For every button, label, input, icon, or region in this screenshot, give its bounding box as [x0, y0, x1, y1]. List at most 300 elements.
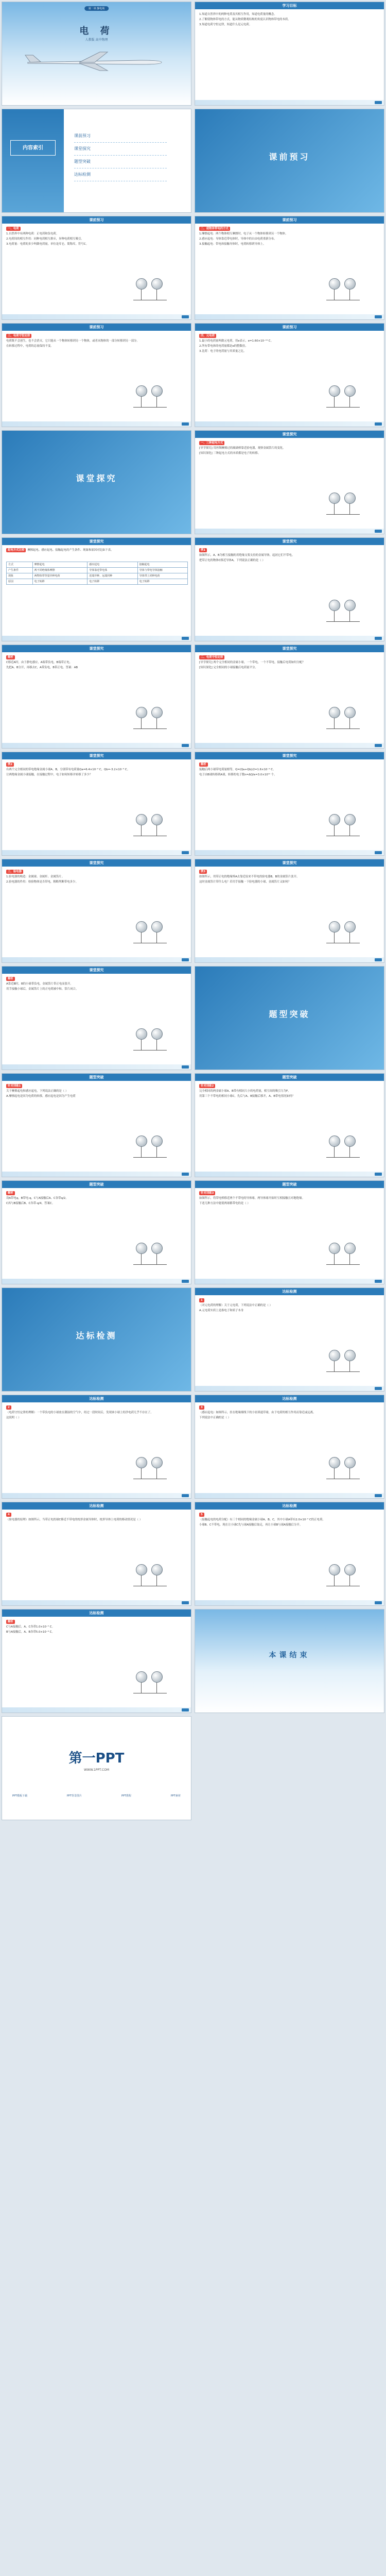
- slide-tag: 三、验电器: [6, 870, 23, 874]
- sphere-icon: [344, 1457, 356, 1468]
- slide-line: [199, 1191, 380, 1195]
- sphere-icon: [136, 1671, 147, 1683]
- sphere-icon: [344, 921, 356, 933]
- footer-mark-icon: [375, 958, 382, 961]
- slide-footer: [195, 1172, 384, 1177]
- footer-mark-icon: [182, 1065, 189, 1069]
- table-cell: 导体靠近带电体: [87, 568, 137, 573]
- slide-header: 课堂探究: [195, 645, 384, 652]
- sphere-icon: [329, 1350, 340, 1361]
- footer-mark-icon: [375, 744, 382, 747]
- slide-text: 1.摩擦起电：两个物体相互摩擦时，电子从一个物体转移到另一个物体。: [199, 232, 288, 235]
- table-row: [7, 568, 188, 573]
- table-cell: 电子转移: [87, 579, 137, 585]
- slide-header: 学习目标: [195, 2, 384, 9]
- apparatus-figure: [131, 809, 182, 840]
- slide-header: 达标检测: [195, 1288, 384, 1295]
- sphere-icon: [329, 1564, 340, 1575]
- slide-footer: [195, 314, 384, 319]
- slide-tag: 二、使物体带电的方式: [199, 227, 230, 231]
- table-cell: 产生条件: [7, 568, 33, 573]
- sphere-icon: [136, 1457, 147, 1468]
- section-background: [195, 967, 384, 1070]
- brand-link[interactable]: PPT模板下载: [12, 1794, 28, 1798]
- slide-tag: 2: [6, 1405, 11, 1410]
- slide-text: 有两个完全相同的带电绝缘金属小球A、B，分别带有电荷量Qa=6.4×10⁻⁹ C，Qb=-3.2×10⁻⁹ C。: [6, 768, 130, 771]
- slide-footer: [195, 529, 384, 534]
- sphere-icon: [329, 493, 340, 504]
- slide-footer: [2, 957, 191, 962]
- table-row: [7, 579, 188, 585]
- slide-text: 如图所示，用带正电的绝缘棒A去靠近原来不带电的验电器B，B的金属箔片张开。: [199, 875, 300, 878]
- stand-icon: [349, 504, 350, 514]
- content-slide: [195, 1395, 384, 1499]
- end-background: [195, 1609, 384, 1713]
- cover-subtitle: 人教版 高中物理: [85, 38, 108, 42]
- brand-link[interactable]: PPT教程: [121, 1794, 132, 1798]
- stand-icon: [141, 718, 142, 728]
- end-slide: [195, 1609, 384, 1713]
- stand-icon: [334, 718, 335, 728]
- slide-line: [199, 227, 380, 231]
- section-title: 课前预习: [269, 152, 310, 162]
- slide-text: 让两绝缘金属小球接触，在接触过程中，电子如何转移并转移了多少？: [6, 773, 93, 776]
- slide-header: 题型突破: [2, 1074, 191, 1081]
- slide-footer: [195, 1279, 384, 1284]
- cover-slide: [2, 2, 191, 106]
- section-background: [2, 431, 191, 534]
- slide-body: [199, 12, 380, 98]
- section-slide-explore: [2, 430, 191, 534]
- goal-line: 2.了解使物体带电的方式，能从物质微观结构的角度认识物体带电的本质。: [199, 18, 291, 21]
- slide-footer: [195, 100, 384, 105]
- slide-header: 达标检测: [195, 1395, 384, 1402]
- sphere-icon: [136, 1028, 147, 1040]
- footer-mark-icon: [375, 1601, 382, 1604]
- footer-mark-icon: [182, 1601, 189, 1604]
- sphere-icon: [151, 1243, 163, 1254]
- stand-icon: [156, 825, 157, 836]
- sphere-icon: [136, 278, 147, 290]
- footer-mark-icon: [375, 1387, 382, 1390]
- sphere-icon: [329, 814, 340, 825]
- brand-link[interactable]: PPT素材: [170, 1794, 181, 1798]
- stand-icon: [349, 1254, 350, 1264]
- slide-text: C移近A时，由于静电感应，A端带负电，B端带正电。: [6, 661, 73, 664]
- slide-header: 课前预习: [195, 324, 384, 331]
- slide-line: [6, 548, 187, 552]
- content-slide: [2, 1180, 191, 1284]
- slide-footer: [195, 1386, 384, 1391]
- content-slide: [195, 752, 384, 856]
- slide-text: 摩擦起电、感应起电、接触起电的产生条件、现象和原因对比如下表。: [27, 549, 114, 552]
- content-slide: [2, 752, 191, 856]
- slide-line: [199, 870, 380, 874]
- stand-icon: [156, 1468, 157, 1479]
- footer-mark-icon: [182, 1280, 189, 1283]
- slide-text: 用第三个不带电的相同小球C，先后与A、B接触后移开，A、B带电情况如何？: [199, 1095, 295, 1098]
- stand-icon: [156, 397, 157, 407]
- slide-text: B与A接触后，A、B各带5.0×10⁻⁶ C。: [6, 1631, 55, 1634]
- apparatus-figure: [324, 1452, 375, 1483]
- toc-item[interactable]: 题型突破: [74, 156, 167, 168]
- slide-text: 用手接触小球后，金属箔片上的正电荷被中和，箔片闭合。: [6, 988, 79, 991]
- stand-icon: [349, 397, 350, 407]
- content-slide: [195, 537, 384, 641]
- slide-text: 1.验电器的构造：金属球、金属杆、金属箔片。: [6, 875, 64, 878]
- table-header-cell: 方式: [7, 562, 33, 568]
- sphere-icon: [344, 814, 356, 825]
- slide-text: 电荷既不会创生，也不会消灭，它只能从一个物体转移到另一个物体，或者从物体的一部分转移到另一部分。: [6, 340, 139, 343]
- apparatus-figure: [131, 1452, 182, 1483]
- base-icon: [133, 407, 167, 408]
- slide-text: [导学探究] 用丝绸摩擦过的玻璃棒靠近验电器，观察金属箔片的变化。: [199, 447, 286, 450]
- stand-icon: [334, 1147, 335, 1157]
- sphere-icon: [151, 1671, 163, 1683]
- slide-line: [6, 227, 187, 231]
- toc-sidebar: [2, 109, 64, 212]
- content-slide: [195, 1073, 384, 1177]
- sphere-icon: [151, 1457, 163, 1468]
- slide-tag: 例2: [6, 762, 14, 767]
- apparatus-figure: [324, 1559, 375, 1590]
- content-slide: [195, 430, 384, 534]
- slide-header: 课堂探究: [195, 752, 384, 759]
- slide-header: 达标检测: [2, 1395, 191, 1402]
- sphere-icon: [151, 1564, 163, 1575]
- slide-text: C与A接触后，A、C各带1.0×10⁻⁵ C。: [6, 1625, 55, 1629]
- sphere-icon: [151, 1028, 163, 1040]
- content-slide: [2, 1502, 191, 1606]
- content-slide: [195, 216, 384, 320]
- slide-line: [199, 441, 380, 445]
- section-slide-preview: [195, 109, 384, 213]
- stand-icon: [334, 1468, 335, 1479]
- stand-icon: [156, 1040, 157, 1050]
- table-cell: 两不同绝缘体摩擦: [32, 568, 87, 573]
- footer-mark-icon: [182, 1494, 189, 1497]
- footer-mark-icon: [375, 1494, 382, 1497]
- slide-text: [知识深化] 完全相同的小球接触后电荷量平分。: [199, 666, 258, 669]
- airplane-icon: [23, 51, 167, 72]
- slide-tag: 解析: [199, 762, 208, 767]
- slide-text: 设A带电q，B带电-q，C与A接触后A、C各带q/2。: [6, 1197, 68, 1200]
- slide-line: [6, 1405, 187, 1410]
- footer-mark-icon: [375, 1173, 382, 1176]
- apparatus-figure: [324, 702, 375, 733]
- stand-icon: [141, 825, 142, 836]
- slide-footer: [2, 1707, 191, 1713]
- section-background: [195, 109, 384, 212]
- footer-mark-icon: [182, 851, 189, 854]
- slide-text: 如图所示，将带电棒移近两个不带电的导体球，两导体球开始时互相接触且对地绝缘。: [199, 1197, 305, 1200]
- base-icon: [326, 1264, 360, 1265]
- footer-mark-icon: [182, 958, 189, 961]
- sphere-icon: [344, 1564, 356, 1575]
- apparatus-figure: [324, 380, 375, 411]
- stand-icon: [141, 1147, 142, 1157]
- stand-icon: [334, 1254, 335, 1264]
- slide-text: 这说明（ ）: [6, 1416, 21, 1419]
- goals-slide: [195, 2, 384, 106]
- slide-line: [199, 762, 380, 767]
- stand-icon: [156, 1147, 157, 1157]
- slide-footer: [2, 1493, 191, 1498]
- slide-text: 下述几种方法中能使两球都带电的是（ ）: [199, 1202, 250, 1205]
- footer-mark-icon: [182, 637, 189, 640]
- slide-footer: [2, 314, 191, 319]
- goal-line: 3.知道电荷守恒定律，知道什么是元电荷。: [199, 23, 252, 26]
- stand-icon: [156, 1683, 157, 1693]
- slide-tag: 4: [6, 1513, 11, 1517]
- table-cell: 现象: [7, 573, 33, 579]
- brand-panel: [2, 1717, 191, 1820]
- slide-text: 完全相同的两金属小球A、B带有相同大小的电荷量，相互间的吸引力为F。: [199, 1090, 291, 1093]
- stand-icon: [349, 611, 350, 621]
- slide-tag: 针对训练3: [199, 1191, 215, 1195]
- slide-header: 课堂探究: [195, 859, 384, 867]
- slide-tag: 起电方式比较: [6, 548, 26, 552]
- slide-line: [199, 334, 380, 338]
- slide-text: 关于摩擦起电和感应起电，下列说法正确的是（ ）: [6, 1090, 68, 1093]
- slide-line: [6, 870, 187, 874]
- toc-list: [74, 130, 167, 181]
- slide-text: （对元电荷的理解）关于元电荷，下列说法中正确的是（ ）: [199, 1304, 272, 1307]
- stand-icon: [141, 933, 142, 943]
- stand-icon: [349, 933, 350, 943]
- stand-icon: [141, 1468, 142, 1479]
- slide-text: 2.验电器的作用：检验物体是否带电，粗略判断带电多少。: [6, 880, 78, 884]
- slide-tag: 例1: [199, 548, 207, 552]
- sphere-icon: [344, 278, 356, 290]
- cover-badge: 第一章 静电场: [84, 6, 109, 11]
- slide-tag: 3: [199, 1405, 204, 1410]
- section-title: 题型突破: [269, 1009, 310, 1019]
- table-cell: 原因: [7, 579, 33, 585]
- stand-icon: [349, 1361, 350, 1371]
- base-icon: [326, 621, 360, 622]
- slide-text: （电荷守恒定律的理解）一个带负电的小球放在潮湿的空气中，经过一段时间后，发现该小球上的净电荷几乎不存在了。: [6, 1411, 153, 1414]
- slide-tag: 解析: [6, 655, 15, 659]
- sphere-icon: [151, 1136, 163, 1147]
- slide-text: 1.自然界中有两种电荷：正电荷和负电荷。: [6, 232, 59, 235]
- apparatus-figure: [131, 916, 182, 947]
- base-icon: [326, 407, 360, 408]
- sphere-icon: [329, 1243, 340, 1254]
- sphere-icon: [329, 1136, 340, 1147]
- slide-tag: 5: [199, 1513, 204, 1517]
- stand-icon: [156, 718, 157, 728]
- slide-text: 3.比荷：电子的电荷量与其质量之比。: [199, 350, 247, 353]
- table-header-cell: 摩擦起电: [32, 562, 87, 568]
- footer-mark-icon: [182, 422, 189, 426]
- slide-tag: 针对训练2: [199, 1084, 215, 1088]
- sphere-icon: [329, 1457, 340, 1468]
- apparatus-figure: [131, 702, 182, 733]
- slide-body: [6, 548, 187, 634]
- sphere-icon: [136, 385, 147, 397]
- base-icon: [326, 514, 360, 515]
- stand-icon: [349, 1147, 350, 1157]
- stand-icon: [349, 718, 350, 728]
- content-slide: [2, 1395, 191, 1499]
- base-icon: [326, 1371, 360, 1372]
- sphere-icon: [136, 814, 147, 825]
- slide-text: （感应起电）如图所示，挂在绝缘细线下的小轻质通草球，由于电荷的相互作用而靠近或远离。: [199, 1411, 316, 1414]
- slide-tag: 例3: [199, 870, 207, 874]
- footer-mark-icon: [375, 637, 382, 640]
- footer-mark-icon: [182, 315, 189, 318]
- toc-item[interactable]: 达标检测: [74, 168, 167, 181]
- slide-text: 1.最小的电荷量叫做元电荷，用e表示，e=1.60×10⁻¹⁹ C。: [199, 340, 273, 343]
- slide-line: [6, 1191, 187, 1195]
- slide-line: [199, 655, 380, 659]
- content-slide: [2, 323, 191, 427]
- slide-footer: [195, 1493, 384, 1498]
- slide-tag: 1: [199, 1298, 204, 1302]
- table-row: [7, 562, 188, 568]
- stand-icon: [334, 933, 335, 943]
- slide-tag: 解析: [6, 1620, 15, 1624]
- slide-tag: 解析: [6, 977, 15, 981]
- slide-footer: [2, 421, 191, 427]
- brand-link[interactable]: PPT背景图片: [66, 1794, 82, 1798]
- content-slide: [195, 859, 384, 963]
- sphere-icon: [329, 707, 340, 718]
- stand-icon: [334, 504, 335, 514]
- footer-mark-icon: [375, 851, 382, 854]
- apparatus-figure: [324, 1130, 375, 1161]
- slide-line: [6, 762, 187, 767]
- content-slide: [195, 323, 384, 427]
- table-cell: 电子转移: [137, 579, 187, 585]
- table-cell: 电子转移: [32, 579, 87, 585]
- slide-text: 接触后两小球带电荷量相等，Q=(Qa+Qb)/2=1.6×10⁻⁹ C。: [199, 768, 276, 771]
- slide-footer: [195, 957, 384, 962]
- apparatus-figure: [131, 380, 182, 411]
- slide-footer: [2, 1600, 191, 1605]
- apparatus-figure: [324, 595, 375, 625]
- slide-text: 电子由B球转移到A球，转移的电子数n=ΔQ/e=3.0×10¹⁰ 个。: [199, 773, 277, 776]
- table-cell: 近端异种，远端同种: [87, 573, 137, 579]
- footer-mark-icon: [182, 1173, 189, 1176]
- table-cell: 导体带上同种电荷: [137, 573, 187, 579]
- slide-footer: [195, 421, 384, 427]
- sphere-icon: [136, 921, 147, 933]
- stand-icon: [141, 1254, 142, 1264]
- section-slide-test: [2, 1287, 191, 1392]
- slide-text: A.摩擦起电是因为电荷的转移，感应起电是因为产生电荷: [6, 1095, 76, 1098]
- stand-icon: [156, 290, 157, 300]
- section-title: 达标检测: [76, 1331, 117, 1341]
- sphere-icon: [329, 278, 340, 290]
- table-cell: 两物体带等量异种电荷: [32, 573, 87, 579]
- base-icon: [133, 1264, 167, 1265]
- sphere-icon: [344, 1243, 356, 1254]
- slide-text: 2.电荷间的相互作用：同种电荷相互排斥，异种电荷相互吸引。: [6, 238, 84, 241]
- slide-header: 课堂探究: [195, 538, 384, 545]
- slide-header: 达标检测: [2, 1609, 191, 1617]
- footer-mark-icon: [375, 101, 382, 104]
- slide-line: [199, 1084, 380, 1088]
- slide-header: 课前预习: [2, 216, 191, 224]
- apparatus-figure: [324, 487, 375, 518]
- toc-slide: [2, 109, 191, 213]
- slide-line: [6, 977, 187, 981]
- apparatus-figure: [131, 1130, 182, 1161]
- stand-icon: [349, 1468, 350, 1479]
- slide-text: 在转移过程中，电荷的总量保持不变。: [6, 345, 54, 348]
- sphere-icon: [344, 600, 356, 611]
- stand-icon: [141, 290, 142, 300]
- brand-logo: 第一PPT: [68, 1751, 125, 1766]
- slide-line: [6, 334, 187, 338]
- end-title: 本课结束: [269, 1651, 310, 1659]
- slide-header: 题型突破: [2, 1181, 191, 1188]
- slide-line: [199, 1405, 380, 1410]
- sphere-icon: [136, 1564, 147, 1575]
- slide-footer: [2, 636, 191, 641]
- content-slide: [2, 859, 191, 963]
- slide-header: 题型突破: [195, 1074, 384, 1081]
- footer-mark-icon: [375, 315, 382, 318]
- apparatus-figure: [324, 1238, 375, 1268]
- slide-header: 课堂探究: [2, 645, 191, 652]
- sphere-icon: [151, 278, 163, 290]
- stand-icon: [349, 825, 350, 836]
- sphere-icon: [136, 1136, 147, 1147]
- footer-mark-icon: [375, 1280, 382, 1283]
- content-slide: [195, 645, 384, 749]
- slide-header: 课前预习: [195, 216, 384, 224]
- brand-slide: [2, 1716, 191, 1820]
- apparatus-figure: [324, 809, 375, 840]
- section-slide-practice: [195, 966, 384, 1070]
- table-slide: [2, 537, 191, 641]
- stand-icon: [334, 611, 335, 621]
- slide-text: （接触起电的电荷分配）有三个相同的绝缘金属小球A、B、C，其中小球A带有2.0×10⁻⁵ C的正电荷。: [199, 1518, 325, 1521]
- stand-icon: [349, 290, 350, 300]
- sphere-icon: [344, 385, 356, 397]
- slide-text: 下列说法中正确的是（ ）: [199, 1416, 231, 1419]
- apparatus-figure: [324, 273, 375, 304]
- slide-footer: [195, 1600, 384, 1605]
- footer-mark-icon: [182, 744, 189, 747]
- stand-icon: [141, 1683, 142, 1693]
- toc-item[interactable]: 课前预习: [74, 130, 167, 143]
- apparatus-figure: [131, 273, 182, 304]
- toc-item[interactable]: 课堂探究: [74, 143, 167, 156]
- brand-slogan[interactable]: WWW.1PPT.COM: [83, 1768, 110, 1772]
- stand-icon: [141, 1040, 142, 1050]
- apparatus-figure: [131, 1023, 182, 1054]
- slide-text: A.元电荷实质上是指电子和质子本身: [199, 1309, 244, 1312]
- slide-footer: [2, 1064, 191, 1070]
- sphere-icon: [329, 600, 340, 611]
- apparatus-figure: [131, 1666, 182, 1697]
- slide-header: 达标检测: [2, 1502, 191, 1510]
- slide-line: [6, 655, 187, 659]
- slide-line: [199, 1298, 380, 1302]
- slide-footer: [2, 850, 191, 855]
- slide-header: 课堂探究: [195, 431, 384, 438]
- slide-footer: [195, 850, 384, 855]
- content-slide: [2, 1073, 191, 1177]
- content-slide: [2, 966, 191, 1070]
- content-slide: [2, 216, 191, 320]
- sphere-icon: [344, 1350, 356, 1361]
- stand-icon: [156, 1254, 157, 1264]
